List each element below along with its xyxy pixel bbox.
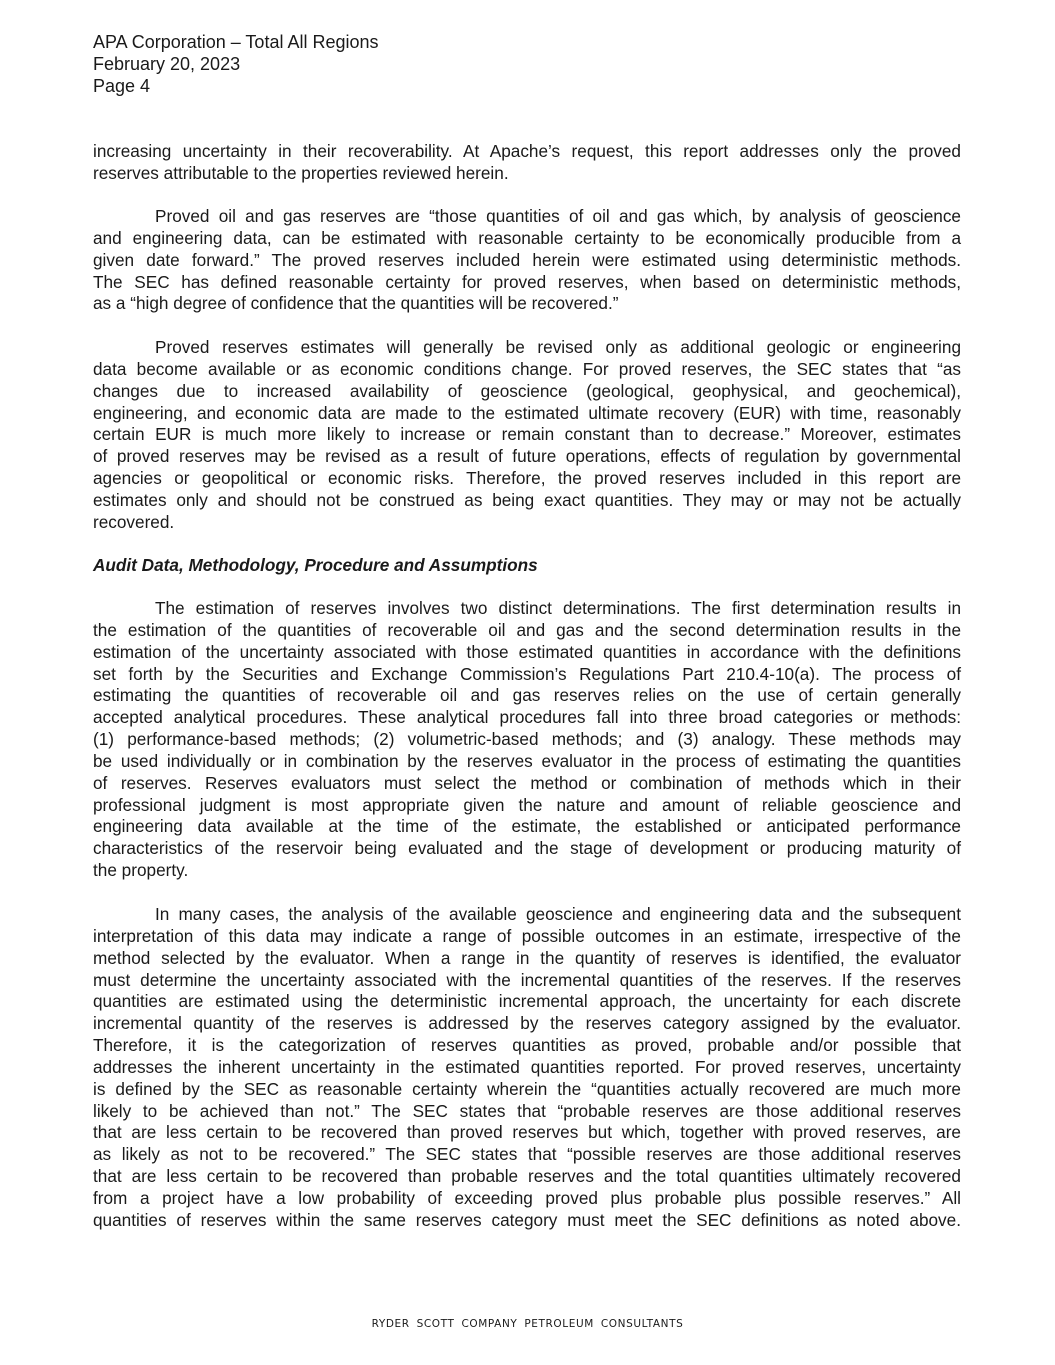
text-line: is defined by the SEC as reasonable certainty wherein the “quantities actually recovered are much more	[93, 1078, 961, 1099]
text-line: The SEC has defined reasonable certainty for proved reserves, when based on deterministic methods,	[93, 271, 961, 292]
text-line: quantities of reserves within the same reserves category must meet the SEC definitions as noted above.	[93, 1209, 961, 1230]
text-line: estimates only and should not be construed as being exact quantities. They may or may not be actually	[93, 489, 961, 510]
text-line: The estimation of reserves involves two distinct determinations. The first determination results in	[155, 598, 961, 618]
text-line: the estimation of the quantities of recoverable oil and gas and the second determination results in the	[93, 619, 961, 640]
text-line: reserves attributable to the properties reviewed herein.	[93, 162, 509, 183]
header-company-line: APA Corporation – Total All Regions	[93, 32, 379, 52]
text-line: Proved oil and gas reserves are “those quantities of oil and gas which, by analysis of geoscience	[155, 206, 961, 226]
text-line: data become available or as economic conditions change. For proved reserves, the SEC states that “as	[93, 358, 961, 379]
text-line: and engineering data, can be estimated with reasonable certainty to be economically producible from a	[93, 227, 961, 248]
text-line: Therefore, it is the categorization of reserves quantities as proved, probable and/or possible that	[93, 1035, 961, 1056]
text-line: must determine the uncertainty associated with the incremental quantities of the reserves. If the reserves	[93, 969, 961, 990]
text-line: that are less certain to be recovered than proved reserves but which, together with proved reserves, are	[93, 1122, 961, 1143]
text-line: accepted analytical procedures. These analytical procedures fall into three broad categories or methods:	[93, 707, 961, 728]
text-line: as likely as not to be recovered.” The SEC states that “possible reserves are those additional reserves	[93, 1144, 961, 1165]
text-line: certain EUR is much more likely to increase or remain constant than to decrease.” Moreover, estimates	[93, 424, 961, 445]
page-footer: RYDER SCOTT COMPANY PETROLEUM CONSULTANTS	[371, 1318, 684, 1330]
text-line: engineering, and economic data are made to the estimated ultimate recovery (EUR) with time, reasonably	[93, 402, 961, 423]
header-date: February 20, 2023	[93, 54, 241, 74]
text-line: the property.	[93, 860, 189, 881]
text-line: method selected by the evaluator. When a range in the quantity of reserves is identified, the evaluator	[93, 947, 961, 968]
paragraph-4	[93, 598, 961, 882]
text-line: recovered.	[93, 511, 175, 532]
text-line: agencies or geopolitical or economic risks. Therefore, the proved reserves included in this report are	[93, 468, 961, 489]
text-line: likely to be achieved than not.” The SEC states that “probable reserves are those additional reserves	[93, 1100, 961, 1121]
text-line: quantities are estimated using the deterministic incremental approach, the uncertainty for each discrete	[93, 991, 961, 1012]
text-line: Proved reserves estimates will generally be revised only as additional geologic or engineering	[155, 337, 961, 357]
text-line: professional judgment is most appropriate given the nature and amount of reliable geoscience and	[93, 794, 961, 815]
text-line: be used individually or in combination by the reserves evaluator in the process of estimating the quantities	[93, 750, 961, 771]
text-line: incremental quantity of the reserves is addressed by the reserves category assigned by the evaluator.	[93, 1013, 961, 1034]
text-line: given date forward.” The proved reserves included herein were estimated using deterministic methods.	[93, 249, 961, 270]
text-line: estimating the quantities of recoverable oil and gas reserves relies on the use of certain generally	[93, 685, 961, 706]
header-page-number: Page 4	[93, 76, 151, 96]
text-line: increasing uncertainty in their recoverability. At Apache’s request, this report addresses only the proved	[93, 141, 961, 161]
text-line: characteristics of the reservoir being evaluated and the stage of development or producing maturity of	[93, 838, 961, 859]
text-line: from a project have a low probability of exceeding proved plus probable plus possible reserves.” All	[93, 1187, 961, 1208]
paragraph-2	[93, 206, 961, 315]
paragraph-5	[93, 904, 961, 1232]
text-line: changes due to increased availability of geoscience (geological, geophysical, and geochemical),	[93, 380, 961, 401]
text-line: In many cases, the analysis of the available geoscience and engineering data and the subsequent	[155, 904, 961, 924]
text-line: that are less certain to be recovered than probable reserves and the total quantities ultimately recovered	[93, 1166, 961, 1187]
text-line: of proved reserves may be revised as a result of future operations, effects of regulation by governmental	[93, 446, 961, 467]
text-line: addresses the inherent uncertainty in the estimated quantities reported. For proved reserves, uncertainty	[93, 1056, 961, 1077]
page-header	[93, 31, 379, 97]
text-line: engineering data available at the time of the estimate, the established or anticipated performance	[93, 816, 961, 837]
text-line: as a “high degree of confidence that the quantities will be recovered.”	[93, 293, 619, 314]
paragraph-3	[93, 337, 961, 534]
text-line: set forth by the Securities and Exchange Commission’s Regulations Part 210.4-10(a). The process of	[93, 663, 961, 684]
text-line: of reserves. Reserves evaluators must select the method or combination of methods which in their	[93, 772, 961, 793]
text-line: estimation of the uncertainty associated with those estimated quantities in accordance with the definitions	[93, 641, 961, 662]
text-line: interpretation of this data may indicate a range of possible outcomes in an estimate, irrespective of the	[93, 925, 961, 946]
text-line: (1) performance-based methods; (2) volumetric-based methods; and (3) analogy. These methods may	[93, 729, 961, 750]
section-heading: Audit Data, Methodology, Procedure and Assumptions	[93, 555, 538, 575]
paragraph-1	[93, 141, 961, 185]
